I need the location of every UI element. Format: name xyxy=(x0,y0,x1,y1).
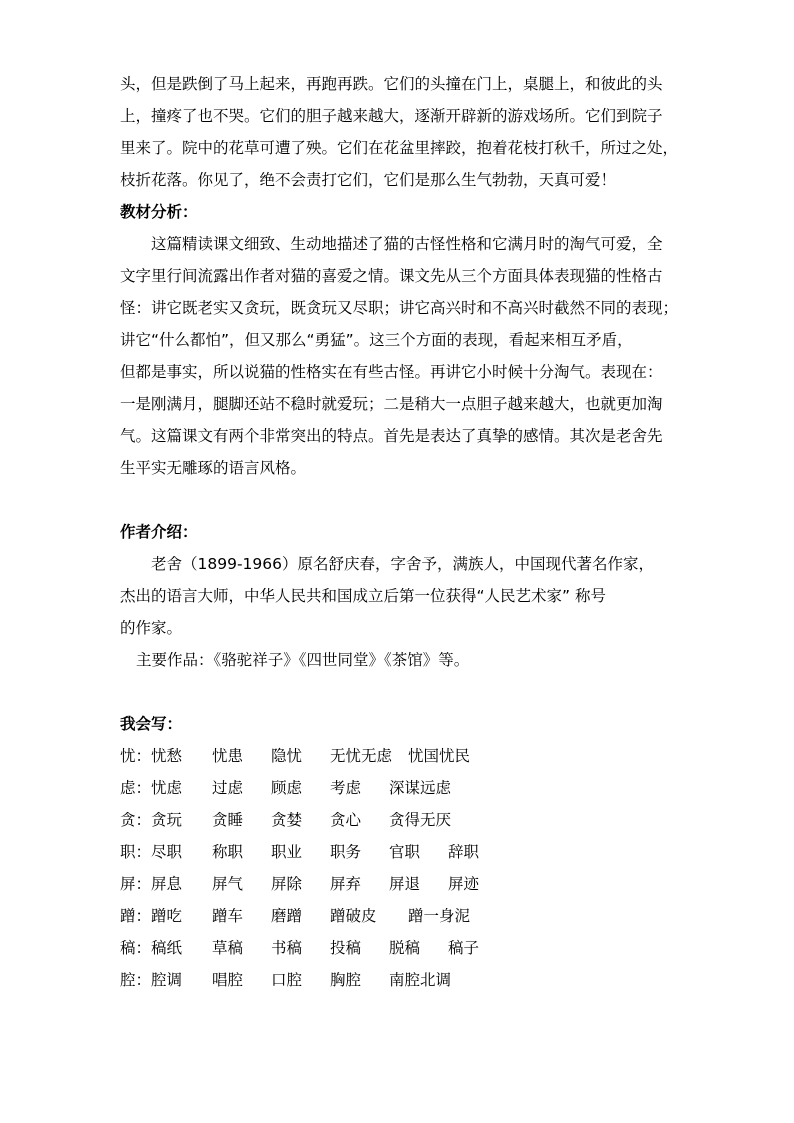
vocab-row xyxy=(120,932,680,964)
author-paragraph xyxy=(120,548,680,676)
vocab-word: 职务 xyxy=(330,843,362,861)
vocab-lead: 贪：贪玩 xyxy=(120,811,183,829)
vocab-word: 称职 xyxy=(212,843,244,861)
text-line: 上，撞疼了也不哭。它们的胆子越来越大，逐渐开辟新的游戏场所。它们到院子 xyxy=(120,107,663,125)
spacer xyxy=(120,676,680,708)
vocab-word: 蹭车 xyxy=(212,907,244,925)
vocab-word: 忧患 xyxy=(212,747,244,765)
author-heading: 作者介绍： xyxy=(120,523,198,541)
vocab-word: 脱稿 xyxy=(389,939,421,957)
vocab-word: 深谋远虑 xyxy=(389,779,452,797)
analysis-paragraph xyxy=(120,228,680,484)
vocab-word: 隐忧 xyxy=(271,747,303,765)
text-line: 枝折花落。你见了，绝不会责打它们，它们是那么生气勃勃，天真可爱！ xyxy=(120,171,617,189)
vocab-lead: 蹭：蹭吃 xyxy=(120,907,183,925)
text-line: 文字里行间流露出作者对猫的喜爱之情。课文先从三个方面具体表现猫的性格古 xyxy=(120,267,663,285)
vocab-word: 稿子 xyxy=(448,939,480,957)
vocab-word: 贪婪 xyxy=(271,811,303,829)
text-line: 生平实无雕琢的语言风格。 xyxy=(120,459,307,477)
vocab-lead: 腔：腔调 xyxy=(120,971,183,989)
document-content xyxy=(120,68,680,996)
vocab-word: 书稿 xyxy=(271,939,303,957)
story-excerpt xyxy=(120,68,680,196)
vocab-word: 考虑 xyxy=(330,779,362,797)
vocab-word: 过虑 xyxy=(212,779,244,797)
text-line: 一是刚满月，腿脚还站不稳时就爱玩；二是稍大一点胆子越来越大，也就更加淘 xyxy=(120,395,663,413)
vocab-word: 屏迹 xyxy=(448,875,480,893)
vocab-lead: 稿：稿纸 xyxy=(120,939,183,957)
vocab-word: 草稿 xyxy=(212,939,244,957)
vocab-word: 蹭一身泥 xyxy=(408,907,471,925)
vocab-word: 屏弃 xyxy=(330,875,362,893)
vocab-lead: 忧：忧愁 xyxy=(120,747,183,765)
vocab-lead: 虑：忧虑 xyxy=(120,779,183,797)
text-line: 里来了。院中的花草可遭了殃。它们在花盆里摔跤，抱着花枝打秋千，所过之处， xyxy=(120,139,679,157)
text-line: 讲它“什么都怕”，但又那么“勇猛”。这三个方面的表现，看起来相互矛盾， xyxy=(120,331,633,349)
vocab-row xyxy=(120,740,680,772)
vocab-row xyxy=(120,772,680,804)
major-works: 主要作品：《骆驼祥子》《四世同堂》《茶馆》等。 xyxy=(136,651,470,669)
vocab-word: 无忧无虑 xyxy=(330,747,393,765)
vocab-word: 屏退 xyxy=(389,875,421,893)
text-line: 这篇精读课文细致、生动地描述了猫的古怪性格和它满月时的淘气可爱，全 xyxy=(151,235,663,253)
text-line: 的作家。 xyxy=(120,619,183,637)
text-line: 老舍（1899-1966）原名舒庆春，字舍予，满族人，中国现代著名作家， xyxy=(151,555,654,573)
vocab-word: 辞职 xyxy=(448,843,480,861)
vocab-word: 胸腔 xyxy=(330,971,362,989)
vocab-row xyxy=(120,804,680,836)
vocab-heading: 我会写： xyxy=(120,715,183,733)
text-line: 头，但是跌倒了马上起来，再跑再跌。它们的头撞在门上，桌腿上，和彼此的头 xyxy=(120,75,663,93)
vocab-word: 磨蹭 xyxy=(271,907,303,925)
vocab-word: 蹭破皮 xyxy=(330,907,377,925)
vocab-lead: 职：尽职 xyxy=(120,843,183,861)
vocab-word: 口腔 xyxy=(271,971,303,989)
vocab-row xyxy=(120,868,680,900)
text-line: 但都是事实，所以说猫的性格实在有些古怪。再讲它小时候十分淘气。表现在： xyxy=(120,363,663,381)
spacer xyxy=(120,484,680,516)
vocab-word: 职业 xyxy=(271,843,303,861)
vocab-word: 屏气 xyxy=(212,875,244,893)
text-line: 气。这篇课文有两个非常突出的特点。首先是表达了真挚的感情。其次是老舍先 xyxy=(120,427,663,445)
vocab-word: 南腔北调 xyxy=(389,971,452,989)
vocab-list xyxy=(120,740,680,996)
vocab-word: 屏除 xyxy=(271,875,303,893)
vocab-word: 忧国忧民 xyxy=(408,747,471,765)
vocab-word: 贪得无厌 xyxy=(389,811,452,829)
vocab-word: 顾虑 xyxy=(271,779,303,797)
vocab-row xyxy=(120,836,680,868)
vocab-word: 贪心 xyxy=(330,811,362,829)
vocab-row xyxy=(120,964,680,996)
vocab-word: 唱腔 xyxy=(212,971,244,989)
analysis-heading: 教材分析： xyxy=(120,203,198,221)
text-line: 怪：讲它既老实又贪玩，既贪玩又尽职；讲它高兴时和不高兴时截然不同的表现； xyxy=(120,299,679,317)
vocab-word: 贪睡 xyxy=(212,811,244,829)
vocab-row xyxy=(120,900,680,932)
text-line: 杰出的语言大师，中华人民共和国成立后第一位获得“人民艺术家” 称号 xyxy=(120,587,606,605)
vocab-lead: 屏：屏息 xyxy=(120,875,183,893)
vocab-word: 投稿 xyxy=(330,939,362,957)
vocab-word: 官职 xyxy=(389,843,421,861)
